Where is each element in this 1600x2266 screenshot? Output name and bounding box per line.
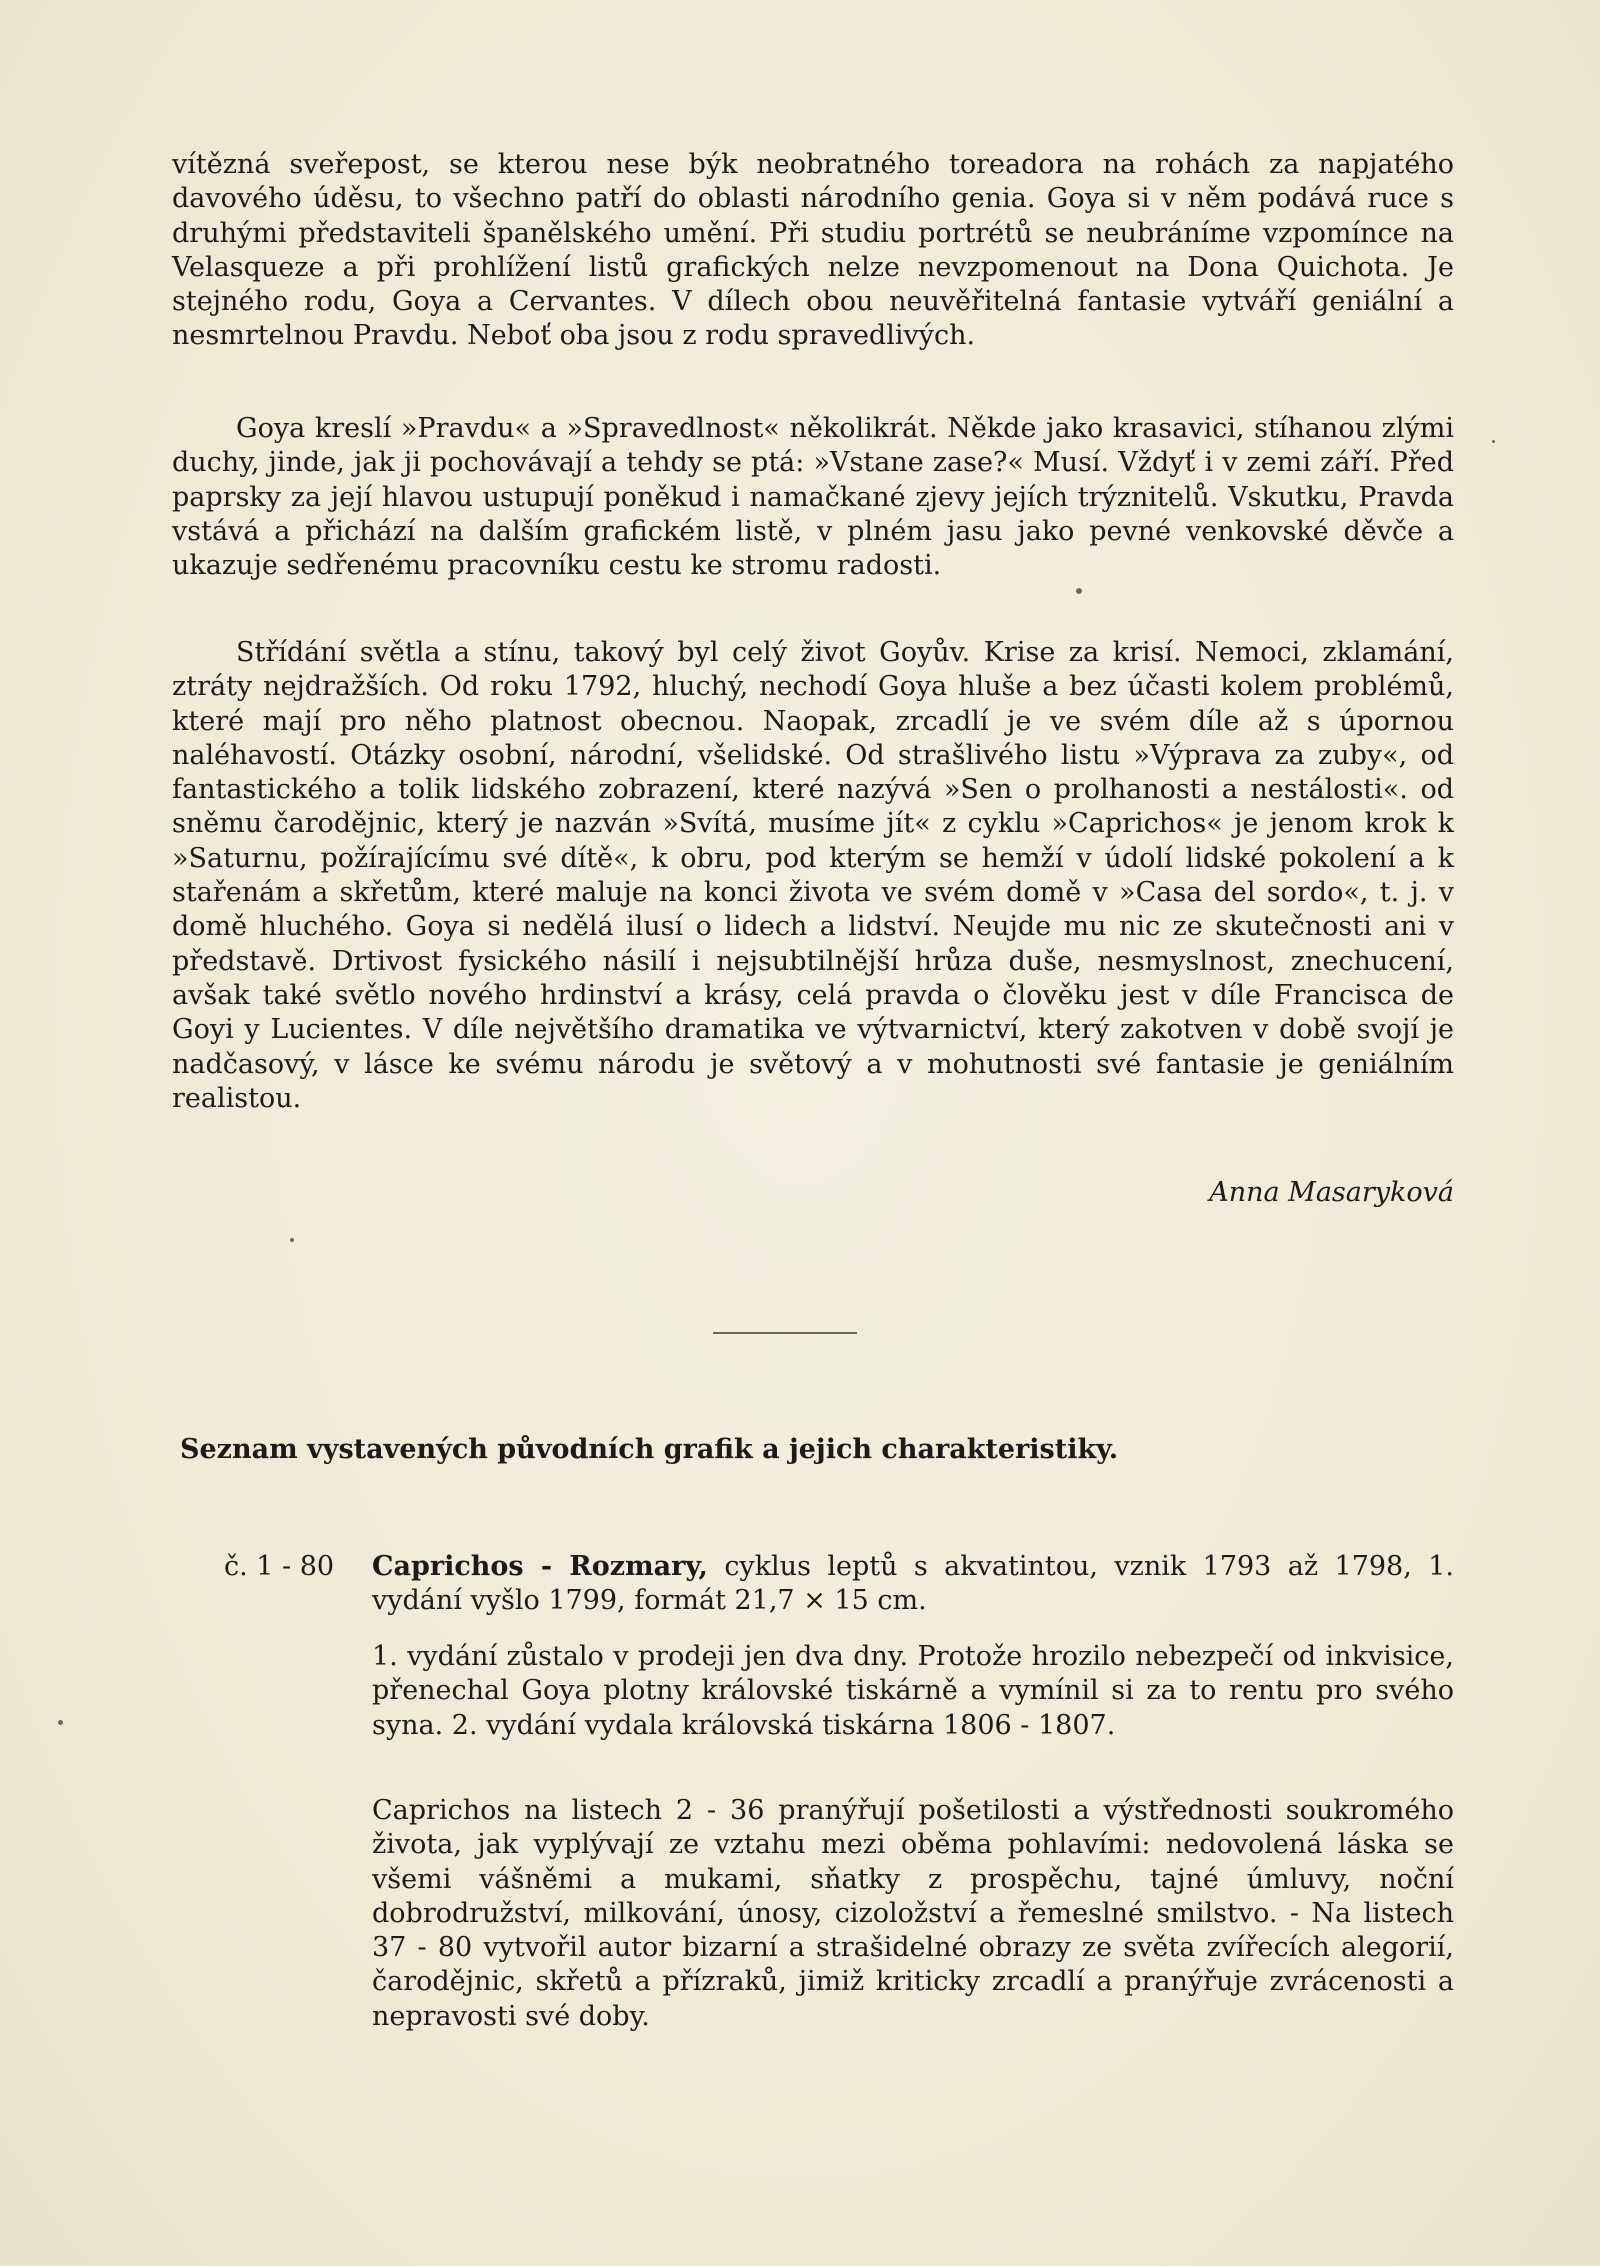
entry-note-1: 1. vydání zůstalo v prodeji jen dva dny. Protože hrozilo nebezpečí od inkvisice, přenechal Goya plotny královské tiskárně a vymínil si za to rentu pro svého syna. 2. vydání vydala královská tiskárna 1806 - 1807.	[372, 1641, 1454, 1741]
paper-speck	[1492, 440, 1495, 443]
entry-details: cyklus leptů s akvatintou, vznik 1793 až 1798, 1. vydání vyšlo 1799, formát 21,7 × 15 cm.	[372, 1551, 1455, 1617]
paragraph-2: Goya kreslí »Pravdu« a »Spravedlnost« několikrát. Někde jako krasavici, stíhanou zlými duchy, jinde, jak ji pochovávají a tehdy se ptá: »Vstane zase?« Musí. Vždyť i v zemi září. Před paprsky za její hlavou ustupují poněkud i namačkané zjevy jejích trýznitelů. Vskutku, Pravda vstává a přichází na dalším grafickém listě, v plném jasu jako pevné venkovské děvče a ukazuje sedřenému pracovníku cestu ke stromu radosti.	[172, 413, 1454, 582]
paragraph-1: vítězná sveřepost, se kterou nese býk neobratného toreadora na rohách za napjatého davového úděsu, to všechno patří do oblasti národního genia. Goya si v něm podává ruce s druhými představiteli španělského umění. Při studiu portrétů se neubráníme vzpomínce na Velasqueze a při prohlížení listů grafických nelze nevzpomenout na Dona Quichota. Je stejného rodu, Goya a Cervantes. V dílech obou neuvěřitelná fantasie vytváří geniální a nesmrtelnou Pravdu. Neboť oba jsou z rodu spravedlivých.	[172, 149, 1454, 352]
entry-header	[372, 1550, 1454, 1619]
section-divider	[713, 1332, 857, 1334]
paper-speck	[1076, 588, 1082, 594]
paper-speck	[58, 1720, 63, 1725]
author-signature: Anna Masaryková	[1209, 1177, 1454, 1208]
entry-number: č. 1 - 80	[224, 1551, 335, 1582]
paragraph-3: Střídání světla a stínu, takový byl celý život Goyův. Krise za krisí. Nemoci, zklamání, ztráty nejdražších. Od roku 1792, hluchý, nechodí Goya hluše a bez účasti kolem problémů, které mají pro něho platnost obecnou. Naopak, zrcadlí je ve svém díle až s úpornou naléhavostí. Otázky osobní, národní, všelidské. Od strašlivého listu »Výprava za zuby«, od fantastického a tolik lidského zobrazení, které nazývá »Sen o prolhanosti a nestálosti«. od sněmu čarodějnic, který je nazván »Svítá, musíme jít« z cyklu »Caprichos« je jenom krok k »Saturnu, požírajícímu své dítě«, k obru, pod kterým se hemží v údolí lidské pokolení a k stařenám a skřetům, které maluje na konci života ve svém domě v »Casa del sordo«, t. j. v domě hluchého. Goya si nedělá ilusí o lidech a lidství. Neujde mu nic ze skutečnosti ani v představě. Drtivost fysického násilí i nejsubtilnější hrůza duše, nesmyslnost, znechucení, avšak také světlo nového hrdinství a krásy, celá pravda o člověku jest v díle Francisca de Goyi y Lucientes. V díle největšího dramatika ve výtvarnictví, který zakotven v době svojí je nadčasový, v lásce ke svému národu je světový a v mohutnosti své fantasie je geniálním realistou.	[172, 637, 1454, 1114]
catalog-heading: Seznam vystavených původních grafik a jejich charakteristiky.	[180, 1434, 1119, 1465]
paper-speck	[290, 1238, 294, 1242]
entry-title: Caprichos - Rozmary,	[372, 1551, 708, 1582]
entry-note-2: Caprichos na listech 2 - 36 pranýřují pošetilosti a výstřednosti soukromého života, jak vyplývají ze vztahu mezi oběma pohlavími: nedovolená láska se všemi vášněmi a mukami, sňatky z prospěchu, tajné úmluvy, noční dobrodružství, milkování, únosy, cizoložství a řemeslné smilstvo. - Na listech 37 - 80 vytvořil autor bizarní a strašidelné obrazy ze světa zvířecích alegorií, čarodějnic, skřetů a přízraků, jimiž kriticky zrcadlí a pranýřuje zvrácenosti a nepravosti své doby.	[372, 1795, 1454, 2032]
